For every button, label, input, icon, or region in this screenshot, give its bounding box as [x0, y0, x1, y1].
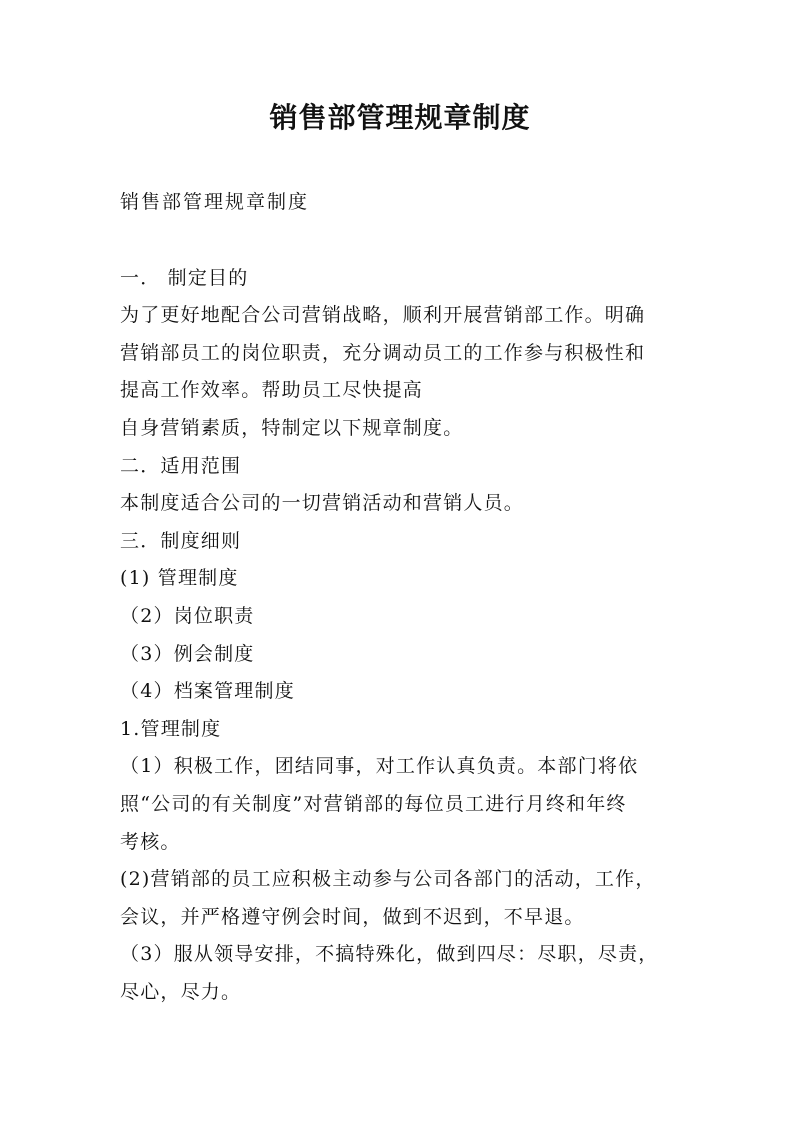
management-item-3-line-1: （3）服从领导安排，不搞特殊化，做到四尽：尽职，尽责， — [120, 943, 659, 966]
rules-list-item-4: （4）档案管理制度 — [120, 680, 295, 703]
section-heading-purpose: 一． 制定目的 — [120, 266, 249, 289]
section-heading-rules: 三．制度细则 — [120, 529, 242, 552]
subsection-heading-management: 1.管理制度 — [120, 717, 222, 740]
management-item-1-line-3: 考核。 — [120, 830, 181, 853]
management-item-1-line-1: （1）积极工作，团结同事，对工作认真负责。本部门将依 — [120, 755, 639, 778]
purpose-paragraph-line-2: 营销部员工的岗位职责，充分调动员工的工作参与积极性和 — [120, 341, 646, 364]
document-body — [120, 184, 700, 1011]
management-item-2-line-1: (2)营销部的员工应积极主动参与公司各部门的活动，工作， — [120, 868, 656, 891]
management-item-1-line-2: 照“公司的有关制度”对营销部的每位员工进行月终和年终 — [120, 792, 627, 815]
scope-paragraph: 本制度适合公司的一切营销活动和营销人员。 — [120, 492, 525, 515]
rules-list-item-1: (1) 管理制度 — [120, 567, 239, 590]
purpose-paragraph-line-1: 为了更好地配合公司营销战略，顺利开展营销部工作。明确 — [120, 304, 646, 327]
management-item-2-line-2: 会议，并严格遵守例会时间，做到不迟到，不早退。 — [120, 905, 585, 928]
document-title: 销售部管理规章制度 — [269, 101, 531, 134]
management-item-3-line-2: 尽心，尽力。 — [120, 980, 242, 1003]
section-heading-scope: 二．适用范围 — [120, 454, 242, 477]
document-subtitle: 销售部管理规章制度 — [120, 191, 310, 213]
rules-list-item-2: （2）岗位职责 — [120, 604, 255, 627]
purpose-paragraph-line-3: 提高工作效率。帮助员工尽快提高 — [120, 379, 424, 402]
purpose-paragraph-line-4: 自身营销素质，特制定以下规章制度。 — [120, 416, 464, 439]
rules-list-item-3: （3）例会制度 — [120, 642, 255, 665]
